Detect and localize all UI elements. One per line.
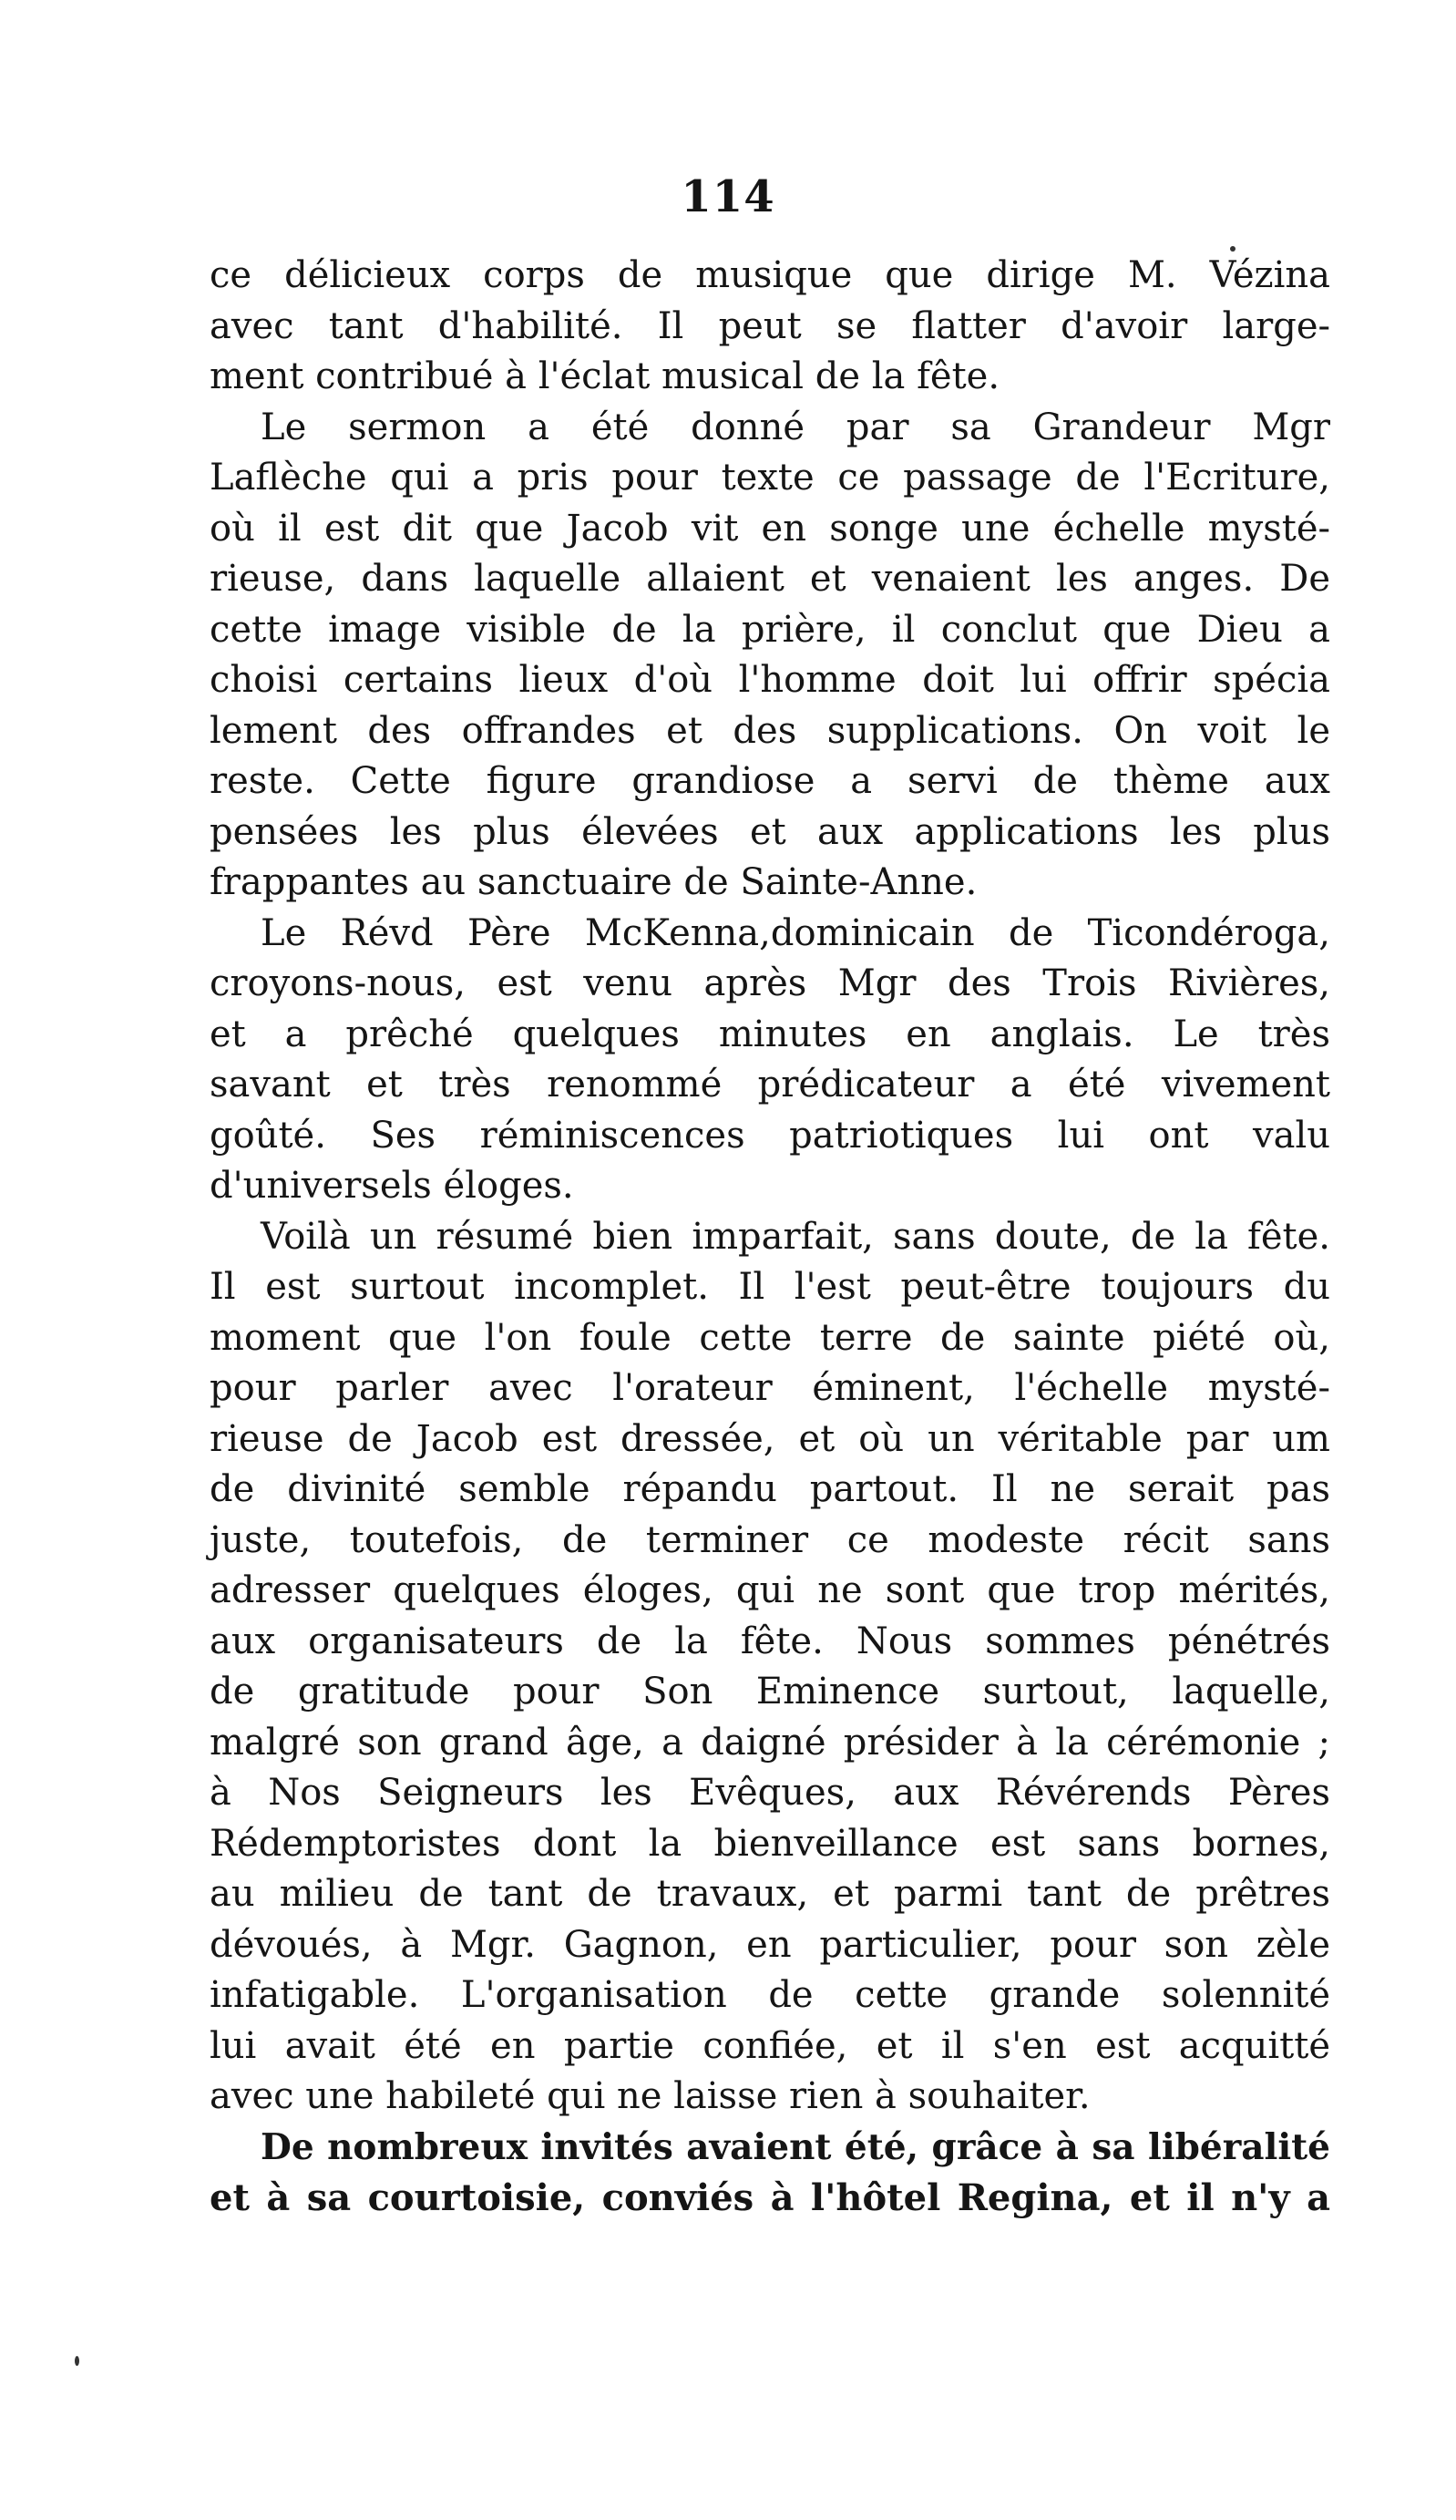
text-line: rieuse, dans laquelle allaient et venaient les anges. De — [210, 558, 1330, 600]
text-line: de divinité semble répandu partout. Il ne serait pas — [210, 1468, 1330, 1510]
page-number: 114 — [681, 171, 775, 222]
text-line: à Nos Seigneurs les Evêques, aux Révérends Pères — [210, 1772, 1330, 1814]
text-line: reste. Cette figure grandiose a servi de thème aux — [210, 760, 1330, 802]
text-line: Laflèche qui a pris pour texte ce passage de l'Ecriture, — [210, 457, 1330, 499]
text-line: aux organisateurs de la fête. Nous sommes pénétrés — [210, 1620, 1330, 1662]
text-line: et à sa courtoisie, conviés à l'hôtel Regina, et il n'y a — [210, 2176, 1330, 2219]
text-line: goûté. Ses réminiscences patriotiques lui ont valu — [210, 1114, 1330, 1157]
text-line: pensées les plus élevées et aux applications les plus — [210, 810, 1330, 853]
text-line: rieuse de Jacob est dressée, et où un véritable par um — [210, 1417, 1330, 1460]
ink-speck — [75, 2356, 79, 2366]
text-line: ce délicieux corps de musique que dirige M. Vézina — [210, 254, 1330, 296]
text-line: Le sermon a été donné par sa Grandeur Mgr — [261, 406, 1330, 448]
text-line: croyons-nous, est venu après Mgr des Trois Rivières, — [210, 962, 1330, 1004]
text-line: et a prêché quelques minutes en anglais. Le très — [210, 1013, 1330, 1055]
text-line: avec tant d'habilité. Il peut se flatter d'avoir large- — [210, 304, 1330, 347]
text-line: infatigable. L'organisation de cette grande solennité — [210, 1974, 1330, 2016]
text-line: savant et très renommé prédicateur a été vivement — [210, 1064, 1330, 1106]
text-line: avec une habileté qui ne laisse rien à souhaiter. — [210, 2075, 1091, 2117]
text-line: de gratitude pour Son Eminence surtout, laquelle, — [210, 1671, 1330, 1713]
text-line: lui avait été en partie confiée, et il s'en est acquitté — [210, 2024, 1330, 2067]
text-line: juste, toutefois, de terminer ce modeste récit sans — [210, 1518, 1330, 1561]
text-line: Il est surtout incomplet. Il l'est peut-être toujours du — [210, 1266, 1330, 1308]
text-line: De nombreux invités avaient été, grâce à sa libéralité — [261, 2125, 1330, 2168]
text-line: pour parler avec l'orateur éminent, l'échelle mysté- — [210, 1367, 1330, 1409]
text-line: adresser quelques éloges, qui ne sont que trop mérités, — [210, 1569, 1330, 1611]
text-line: frappantes au sanctuaire de Sainte-Anne. — [210, 861, 978, 903]
ink-speck — [1230, 246, 1236, 252]
text-line: Le Révd Père McKenna,dominicain de Ticondéroga, — [261, 911, 1330, 954]
body-text — [210, 251, 1330, 2224]
text-line: choisi certains lieux d'où l'homme doit lui offrir spécia — [210, 659, 1330, 701]
text-line: au milieu de tant de travaux, et parmi tant de prêtres — [210, 1873, 1330, 1915]
text-line: dévoués, à Mgr. Gagnon, en particulier, pour son zèle — [210, 1923, 1330, 1966]
text-line: Rédemptoristes dont la bienveillance est sans bornes, — [210, 1822, 1330, 1865]
text-line: d'universels éloges. — [210, 1165, 574, 1207]
text-line: malgré son grand âge, a daigné présider à la cérémonie ; — [210, 1721, 1330, 1764]
text-line: où il est dit que Jacob vit en songe une échelle mysté- — [210, 507, 1330, 550]
text-line: cette image visible de la prière, il conclut que Dieu a — [210, 608, 1330, 651]
text-line: lement des offrandes et des supplications. On voit le — [210, 709, 1330, 752]
text-line: ment contribué à l'éclat musical de la fête. — [210, 355, 1000, 397]
text-line: moment que l'on foule cette terre de sainte piété où, — [210, 1316, 1330, 1359]
text-line: Voilà un résumé bien imparfait, sans doute, de la fête. — [261, 1215, 1330, 1258]
